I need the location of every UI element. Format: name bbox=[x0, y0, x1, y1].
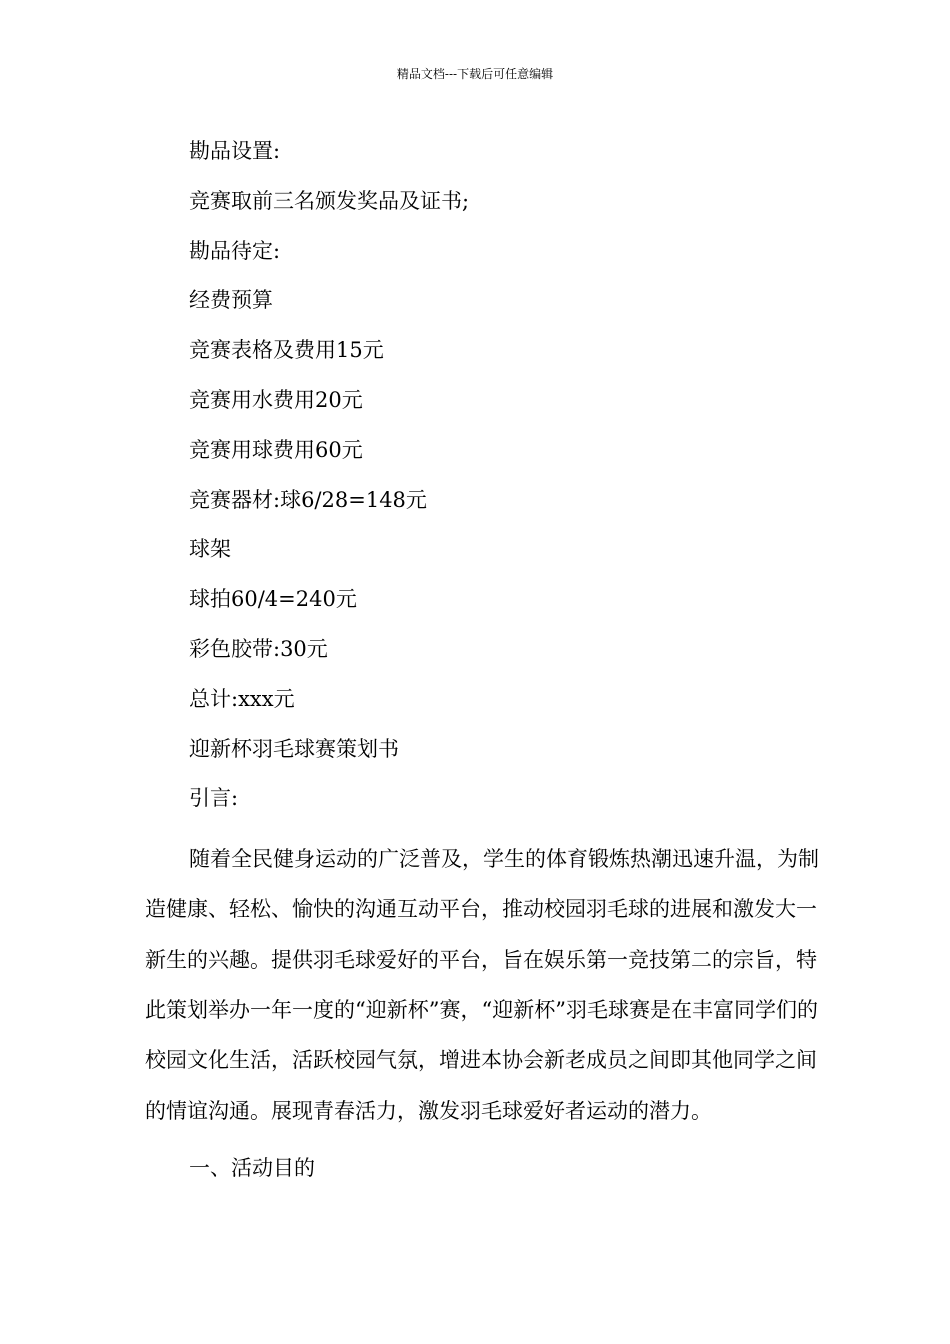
document-title: 迎新杯羽毛球赛策划书 bbox=[189, 736, 399, 761]
text-line-prize-award: 竞赛取前三名颁发奖品及证书; bbox=[189, 188, 470, 213]
document-body bbox=[145, 133, 835, 1186]
text-line-prize-settings: 勘品设置: bbox=[189, 139, 281, 163]
text-line-tape: 彩色胶带:30元 bbox=[189, 636, 328, 661]
page-header: 精品文档---下载后可任意编辑 bbox=[396, 67, 554, 81]
text-line-intro-label: 引言: bbox=[189, 786, 239, 811]
section-heading-purpose: 一、活动目的 bbox=[189, 1155, 315, 1180]
text-line-form-cost: 竞赛表格及费用15元 bbox=[189, 338, 384, 363]
text-line-prize-tbd: 勘品待定: bbox=[189, 238, 281, 263]
text-line-ball-cost: 竞赛用球费用60元 bbox=[189, 437, 363, 462]
text-line-rack: 球架 bbox=[189, 537, 231, 562]
text-line-total: 总计:xxx元 bbox=[189, 686, 295, 711]
intro-paragraph: 随着全民健身运动的广泛普及，学生的体育锻炼热潮迅速升温，为制造健康、轻松、愉快的沟通互动平台，推动校园羽毛球的进展和激发大一新生的兴趣。提供羽毛球爱好的平台，旨在娱乐第一竞技第二的宗旨，特此策划举办一年一度的“迎新杯”赛，“迎新杯”羽毛球赛是在丰富同学们的校园文化生活，活跃校园气氛，增进本协会新老成员之间即其他同学之间的情谊沟通。展现青春活力，激发羽毛球爱好者运动的潜力。 bbox=[145, 847, 819, 1123]
text-line-water-cost: 竞赛用水费用20元 bbox=[189, 387, 363, 412]
text-line-racket: 球拍60/4=240元 bbox=[189, 587, 357, 612]
text-line-budget-heading: 经费预算 bbox=[189, 288, 273, 313]
text-line-equipment: 竞赛器材:球6/28=148元 bbox=[189, 487, 427, 512]
